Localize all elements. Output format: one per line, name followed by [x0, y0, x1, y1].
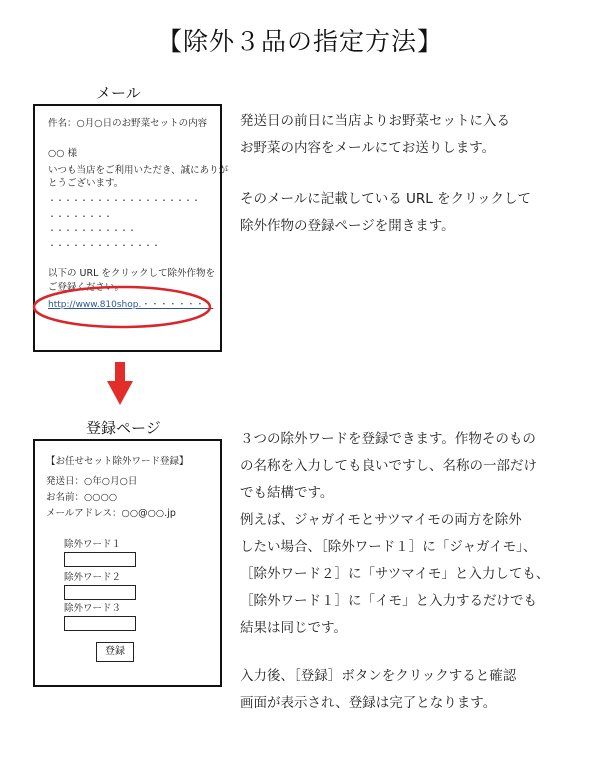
- down-arrow-icon: [107, 362, 133, 406]
- word1-input[interactable]: [64, 552, 136, 567]
- mail-link-instruction: 以下の URL をクリックして除外作物を: [48, 268, 216, 279]
- mail-url-link[interactable]: http://www.810shop.・・・・・・・・: [48, 300, 214, 310]
- register-description-line: 入力後、［登録］ボタンをクリックすると確認: [240, 668, 517, 684]
- word1-label: 除外ワード１: [64, 539, 122, 550]
- register-name: お名前：○○○○: [46, 492, 118, 503]
- register-button[interactable]: 登録: [96, 642, 134, 662]
- register-description-line: ［除外ワード１］に「イモ」と入力するだけでも: [240, 593, 537, 609]
- register-description-line: 結果は同じです。: [240, 620, 347, 636]
- register-box: [33, 439, 222, 687]
- page-title: 【除外３品の指定方法】: [156, 27, 443, 56]
- word2-label: 除外ワード２: [64, 572, 122, 583]
- word3-label: 除外ワード３: [64, 603, 122, 614]
- mail-description-line: お野菜の内容をメールにてお送りします。: [240, 140, 496, 156]
- register-description-line: の名称を入力しても良いですし、名称の一部だけ: [240, 458, 537, 474]
- mail-body-line: いつも当店をご利用いただき、誠にありが: [48, 165, 229, 176]
- register-ship-date: 発送日：○年○月○日: [46, 476, 138, 487]
- register-description-line: ［除外ワード２］に「サツマイモ」と入力しても、: [240, 566, 550, 582]
- mail-caption: メール: [96, 84, 141, 102]
- register-caption: 登録ページ: [86, 419, 161, 437]
- url-highlight-ellipse: [30, 283, 214, 331]
- register-description-line: 例えば、ジャガイモとサツマイモの両方を除外: [240, 512, 522, 528]
- word2-input[interactable]: [64, 585, 136, 600]
- mail-dots: ・・・・・・・・・・・: [48, 226, 136, 235]
- register-description-line: 画面が表示され、登録は完了となります。: [240, 695, 497, 711]
- mail-description-line: そのメールに記載している URL をクリックして: [240, 191, 532, 207]
- mail-dots: ・・・・・・・・・・・・・・・・・・・: [48, 196, 200, 205]
- mail-link-instruction: ご登録ください。: [48, 282, 125, 293]
- register-description-line: したい場合、［除外ワード１］に「ジャガイモ」、: [240, 539, 537, 555]
- mail-dots: ・・・・・・・・・・・・・・: [48, 241, 160, 250]
- mail-dots: ・・・・・・・・: [48, 212, 112, 221]
- register-description-line: でも結構です。: [240, 485, 334, 501]
- register-heading: 【お任せセット除外ワード登録】: [46, 456, 189, 467]
- mail-description-line: 発送日の前日に当店よりお野菜セットに入る: [240, 113, 510, 129]
- mail-greeting: ○○ 様: [48, 148, 78, 159]
- mail-subject: 件名：○月○日のお野菜セットの内容: [48, 118, 208, 129]
- register-description-line: ３つの除外ワードを登録できます。作物そのもの: [240, 431, 536, 447]
- register-email: メールアドレス：○○@○○.jp: [46, 508, 176, 519]
- mail-description-line: 除外作物の登録ページを開きます。: [240, 218, 455, 234]
- mail-body-line: とうございます。: [48, 178, 124, 189]
- word3-input[interactable]: [64, 616, 136, 631]
